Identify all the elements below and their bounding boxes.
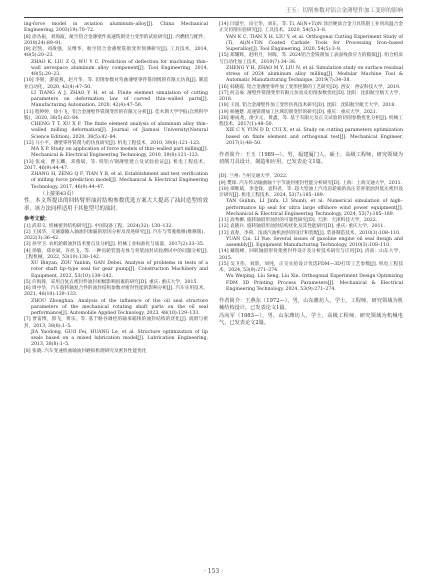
reference-item: [4] 徐敏，郑业斌，许亮飞，等. 一种齿轮装置壳体与骨架油封试验测试中的问题分析[J]. 工程机械，2022, 53(10):138–142.: [24, 248, 208, 260]
author-bio: 作者简介：王玉（1989—），男，福建厦门人，硕士，高级工程师，研究领域为切削刀具设计，制造和应用，已发表论文1篇。: [219, 152, 403, 166]
reference-item: [8] 张晓. 汽车变速机曲轴油封磨损机理研究及密封性能优化: [24, 348, 147, 354]
reference-item-en: ZHANG H, ZENG Q F, TIAN Y B, et al. Establishment and test verification of milling force prediction model[J]. Mechanical & Electrical Engineering Technology, 2017, 46(9):44–47.: [31, 172, 208, 190]
reference-item: [17] 何志豪. 薄壁件铣削变形有限元仿真及切削参数优化[D]. 沈阳：沈阳航空航天大学，2018.: [219, 90, 403, 102]
reference-item-en: ZHOU Zhonghua. Analysis of the influence of the oil seal structure parameters of the mechanical rotating shaft parts on the oil seal performance[J]. Automobile Applied Technology, 2023, 48(10):129–133.: [31, 298, 208, 317]
reference-item-en: LI TIANG A J, ZHAO Y H, et al. Finite element simulation of cutting parameters on deformation law of curved thin–walled parts[J]. Manufacturing Automation, 2020, 42(4):47–50.: [31, 90, 208, 109]
reference-item: [13] 袁春，李荷，浅谈汽油机油封的设计和装配[J]. 装备制造技术，2010(3):108–110.: [219, 230, 401, 236]
reference-item: [3] 孙学卫. 农机轮毂油封技术要点及分析[J]. 机械工业标准化与质量，2017(2):33–35.: [24, 242, 205, 248]
running-title: 王玉：切削参数对铝合金薄壁件加工变形的影响: [285, 8, 403, 14]
reference-item-en: ZHENG Y H, ZHAO M Y, LIU N, et al. Simulation study on surface residual stress of 2024 aluminum alloy milling[J]. Modular Machine Tool & Automatic Manufacturing Technique, 2019(7):34–38.: [226, 65, 403, 84]
reference-item-en: YAN K C, TIAN X H, LIU Y, et al. Orthogonal Cutting Experiment Study of (Ti, Al)N+TiN Coated Carbide Tools for Processing Iron–based Superalloy[J]. Tool Engineering, 2020, 54(5):3–8.: [226, 34, 403, 52]
reference-item: [11] 高秀柳. 旋转轴唇形油封的可靠性研究[D]. 天津：天津科技大学，2022.: [219, 218, 378, 224]
header-rule: [24, 17, 403, 18]
continuation-note: （上接第43页）: [40, 190, 77, 197]
reference-item: [19] 杨翘楚. 高速铣削加工区域切削变形的研究[D]. 重庆：重庆大学，2021.: [219, 109, 378, 115]
reference-item: [13] 张成，曹玉麟，邓燕斌，等. 铁铝方钢薄壁建立及试验验证[J]. 机电工程技术，2017, 46(9):44–47.: [24, 159, 208, 171]
reference-item: [12] 马小平，薄壁零件铣削力的仿真研究[J]. 机电工程技术，2010, 39(8):121–123.: [24, 140, 201, 146]
reference-item-en: XU Binyan, ZOU Yanbin, GAN Debei. Analysis of problems in tests of a rotor shaft lip–type seal for gear pump[J]. Construction Machinery and Equipment, 2022, 53(10):138–142.: [31, 261, 208, 279]
reference-item: [11] 程婷婷，徐小飞，铝合金薄壁件铣削变形的有限元分析[J]. 佳木斯大学学报(自然科学版)，2020, 38(5):82–84.: [24, 109, 208, 121]
reference-item: [9] 樊琛. 汽车传动轴曲轴十字节油封密封性能分析研究[D]. 上海：上海交通大学，2011.: [219, 180, 403, 186]
author-bio: 冯向军（1983—），男，山东潍坊人，学士，高级工程师，研究领域为机械电气，已发表论文2篇。: [219, 312, 403, 326]
right-continued-references: [219, 174, 403, 293]
reference-item: [9] 赵凯，刘战强，吴继华，航空铝合金薄壁铣削变形预测研究[J]. 工具技术，2014, 48(5):20–23.: [24, 47, 208, 59]
author-bio: 作者简介：王燕东（1972—），男，山东潍坊人，学士，工程师，研究领域为机械结构设计，已发表论文1篇。: [219, 298, 403, 312]
author-bios-bottom: [219, 298, 403, 327]
page-number: [0, 568, 427, 575]
right-top-references: [219, 22, 403, 147]
reference-item-en: XIE C Y, YUN D D, CUI X, et al. Study on cutting parameters optimization based on finite element and orthogonal test[J]. Mechanical Engineer, 2017(1):48–50.: [226, 128, 403, 146]
reference-item-en: MA X P. Study on application of force models of thin–walled part milling[J]. Mechanical & Electrical Engineering Technology, 2010, 39(8):121–123.: [31, 147, 208, 159]
body-paragraph: 性。本文所提出的回转臂形油封结构参数优选方案大大提高了油封造型的效率，该方法同样适用于其他型号的油封。: [24, 198, 208, 212]
reference-item: [D]. 兰州: 兰州交通大学，2022.: [219, 174, 288, 180]
reference-item: [14] 闫量至，田宝华，刘东，等. Ti, Al(N+Ti)N 涂层硬质合金刀具铣削工业用高温合金正交切削实验研究[J]. 工具技术，2020, 54(5):3–8.: [219, 22, 403, 34]
reference-item: [8] 徐丛振，刘海波，航空铝合金薄壁件高速铣削受力变形的试验研究[J]. 内燃机与配件，2018(24):89–91.: [24, 34, 208, 46]
reference-item: [15] 郑耀辉，赵明月，何晖，等. 2024铝合金铣削加工表面残余应力的模拟[J]. 组合机床与自动化加工技术，2019(7):34–38.: [219, 53, 403, 65]
reference-item-en: Wu Weiping, Liu Seng, Liu Xin. Orthogonal Experiment Design Optimizing FDM 3D Printing Process Parameters[J]. Mechanical & Electrical Engineering Technology, 2024, 53(9):271–274.: [226, 274, 403, 292]
reference-item-en: JIA Yaodong, GUO Fei, HUANG Le, et al. Structure optimization of lip seals based on a mixed lubrication model[J]. Lubrication Engineering, 2013, 38(8):1–5.: [31, 329, 208, 348]
reference-item: [7] 贾雷博，郭飞，黄乐，等. 基于路谷调控的轴承箱排的油封结构的优化[J]. 润滑与密封，2013, 38(8):1–5.: [24, 317, 208, 329]
reference-item-en: ZHAO K, LIU Z Q, WU Y C. Prediction of deflection for machining thin–wall aerospace aluminum alloy component[J]. Tool Engineering, 2014, 48(5):20–23.: [31, 59, 208, 77]
reference-item-en: YUAN Cui, LI Yue. Several issues of gasoline engine oil seal design and assembly[J]. Equipment Manufacturing Technology, 2010(3):108–110.: [226, 236, 403, 249]
reference-item: [5] 许海蓉，采用自复式密封件油封初级影响因素的研究[D]. 重庆: 重庆大学，2015.: [24, 279, 198, 285]
reference-item: [10] 谭维斌，李金锋，袁科君，等. 超大型油上汽电齿轮箱的高压差骨架油封低压密封设计研究[J]. 机电工程技术，2024, 53(7):185–189.: [219, 186, 403, 199]
reference-item: [6] 周中华，汽车旋转轴复合件的油封结构参数对密封性能的影响分析[J]. 汽车实用技术，2021, 48(10):129–133.: [24, 286, 208, 298]
reference-item: [15] 吴卫伟，刘韵，刘纯，正交实验设计优选FDM—3D打印工艺参数[J]. 机电工程技术，2024, 53(9):271–274.: [219, 261, 403, 274]
reference-item: [12] 袁晓兵. 旋转轴唇形油封结构优化及其性能研究[D]. 重庆: 重庆大学，2011.: [219, 224, 385, 230]
reference-item: [14] 戴瑞峰，回转轴唇形骨架密封件设计及分析技术研究与应用[D]. 济南：山东大学，2015.: [219, 249, 403, 261]
reference-item-en: CHENG T T, XU X F. The finite element analysis of aluminum alloy thin–walled milling deformation[J]. Journal of Jiamusi University(Natural Science Edition), 2020, 38(5):82–84.: [31, 122, 208, 140]
reference-item: [2] 王国华，交通器输入轴油封渗漏的原因分析及改进研究[J]. 汽车与驾驶维修(维修版)，2022(3):36–42.: [24, 229, 208, 242]
reference-item-en: TAN Guibin, LI Jinfa, LI Shunli, et al. Numerical simulation of high–performance lip seal for ultra large offshore wind power equipment[J]. Mechanical & Electrical Engineering Technology, 2024, 53(7):185–189.: [226, 199, 403, 217]
left-column: [24, 22, 208, 355]
page-number-text: · 153 ·: [203, 568, 224, 575]
reference-item: [20] 谢成尧，俞少元，黄鑫，等. 基于有限元及正交试验的切削参数优化分析[J]. 机械工程技术，2017(1):48–50.: [219, 115, 403, 127]
right-column: [219, 22, 403, 327]
reference-item: [10] 李朋，游爱燕，赵月华，等. 切削参数对弯曲薄壁零件铣削锈的有限元仿真[J]. 制造业自动化，2020, 42(4):47–50.: [24, 78, 208, 90]
left-references: [24, 224, 208, 355]
reference-item: [18] 王园. 铝合金薄壁件加工变形仿真技术研究[D]. 沈阳：沈阳航空航天大学，2018.: [219, 103, 396, 109]
references-heading: 参考文献：: [24, 216, 50, 223]
reference-item: [1] 武彩义. 机械密封结构研究[J]. 中国设备工程，2024(32): 130–132.: [24, 223, 173, 229]
reference-item: [16] 韩晓霞. 铝合金薄壁零件加工变形控制的工艺研究[D]. 西安：西安科技大学，2019.: [219, 84, 401, 90]
left-top-references: [24, 22, 208, 191]
reference-item: ing-force model in aviation aluminum–alloy[J]. China Mechanical Engineering, 2003(19):70–72.: [24, 22, 208, 34]
